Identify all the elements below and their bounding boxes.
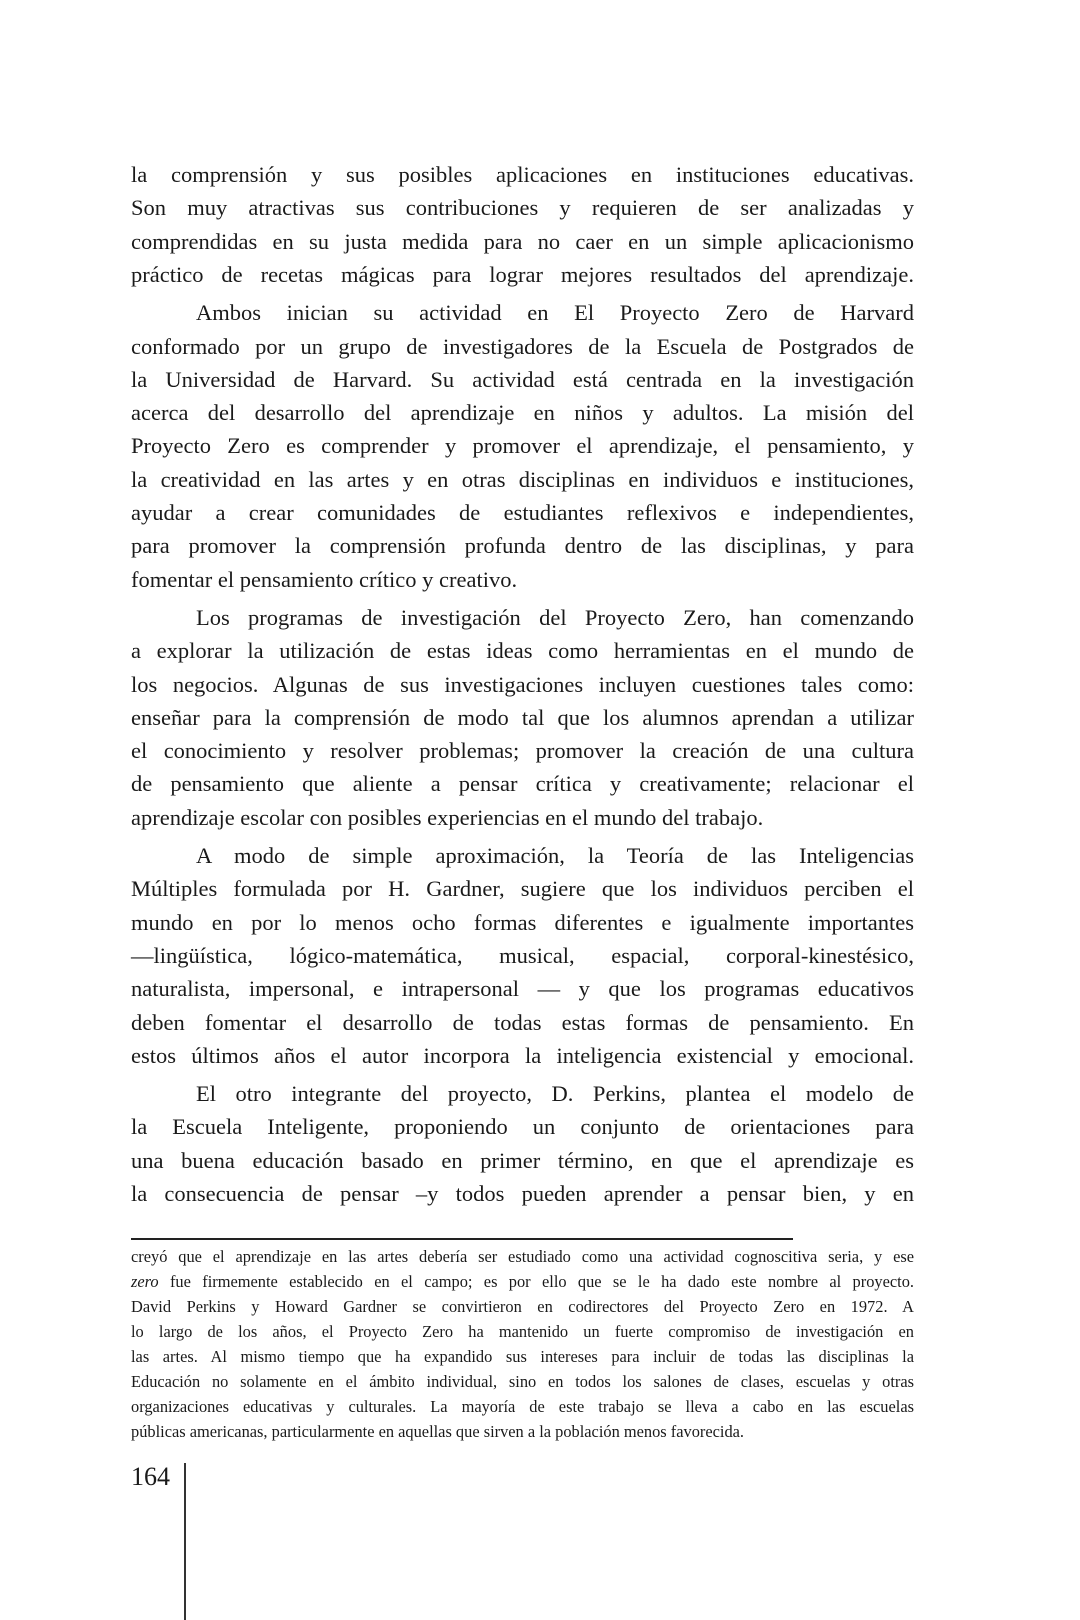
paragraph-line: Ambos inician su actividad en El Proyecto Zero de Harvard	[196, 300, 914, 326]
margin-rule	[184, 1463, 186, 1620]
paragraph-line: Los programas de investigación del Proyecto Zero, han comenzando	[196, 604, 914, 630]
paragraph-line: estos últimos años el autor incorpora la inteligencia existencial y emocional.	[131, 1042, 914, 1068]
footnote-line: lo largo de los años, el Proyecto Zero ha mantenido un fuerte compromiso de investigación en	[131, 1322, 914, 1341]
paragraph-line: El otro integrante del proyecto, D. Perkins, plantea el modelo de	[196, 1081, 914, 1107]
paragraph-line: aprendizaje escolar con posibles experiencias en el mundo del trabajo.	[131, 804, 764, 830]
paragraph-line: —lingüística, lógico-matemática, musical, espacial, corporal-kinestésico,	[131, 942, 914, 968]
footnote-line: David Perkins y Howard Gardner se convirtieron en codirectores del Proyecto Zero en 1972. A	[131, 1297, 914, 1316]
paragraph-line: fomentar el pensamiento crítico y creativo.	[131, 566, 518, 592]
paragraph-line: a explorar la utilización de estas ideas como herramientas en el mundo de	[131, 638, 914, 664]
paragraph-line: el conocimiento y resolver problemas; promover la creación de una cultura	[131, 738, 914, 764]
paragraph-line: Proyecto Zero es comprender y promover el aprendizaje, el pensamiento, y	[131, 433, 914, 459]
paragraph-line: la Escuela Inteligente, proponiendo un conjunto de orientaciones para	[131, 1114, 914, 1140]
paragraph-line: enseñar para la comprensión de modo tal que los alumnos aprendan a utilizar	[131, 704, 914, 730]
paragraph-line: la consecuencia de pensar –y todos pueden aprender a pensar bien, y en	[131, 1181, 914, 1206]
footnote-line: las artes. Al mismo tiempo que ha expandido sus intereses para incluir de todas las disciplinas la	[131, 1347, 914, 1366]
footnote-separator	[131, 1238, 793, 1240]
paragraph-line: Son muy atractivas sus contribuciones y requieren de ser analizadas y	[131, 195, 914, 221]
paragraph-line: práctico de recetas mágicas para lograr mejores resultados del aprendizaje.	[131, 261, 914, 287]
paragraph-line: naturalista, impersonal, e intrapersonal — y que los programas educativos	[131, 976, 914, 1002]
footnote-line: organizaciones educativas y culturales. La mayoría de este trabajo se lleva a cabo en las escuelas	[131, 1397, 914, 1416]
paragraph-line: la Universidad de Harvard. Su actividad está centrada en la investigación	[131, 366, 914, 392]
paragraph-line: A modo de simple aproximación, la Teoría de las Inteligencias	[196, 843, 914, 868]
footnote-italic-word: zero	[131, 1272, 159, 1291]
paragraph-line: deben fomentar el desarrollo de todas estas formas de pensamiento. En	[131, 1009, 914, 1035]
paragraph-line: comprendidas en su justa medida para no caer en un simple aplicacionismo	[131, 228, 914, 254]
paragraph-line: los negocios. Algunas de sus investigaciones incluyen cuestiones tales como:	[131, 671, 914, 697]
footnote-line: Educación no solamente en el ámbito individual, sino en todos los salones de clases, escuelas y otras	[131, 1372, 914, 1391]
paragraph-line: acerca del desarrollo del aprendizaje en niños y adultos. La misión del	[131, 400, 914, 426]
paragraph-line: la creatividad en las artes y en otras disciplinas en individuos e instituciones,	[131, 466, 914, 492]
paragraph-line: la comprensión y sus posibles aplicaciones en instituciones educativas.	[131, 162, 914, 187]
paragraph-line: Múltiples formulada por H. Gardner, sugiere que los individuos perciben el	[131, 876, 914, 902]
paragraph-line: para promover la comprensión profunda dentro de las disciplinas, y para	[131, 533, 914, 559]
paragraph-line: una buena educación basado en primer término, en que el aprendizaje es	[131, 1147, 914, 1173]
paragraph-line: de pensamiento que aliente a pensar crítica y creativamente; relacionar el	[131, 771, 914, 797]
paragraph-line: mundo en por lo menos ocho formas diferentes e igualmente importantes	[131, 909, 914, 935]
footnote-line: creyó que el aprendizaje en las artes debería ser estudiado como una actividad cognoscitiva seria, y ese	[131, 1247, 914, 1266]
footnote-line: públicas americanas, particularmente en aquellas que sirven a la población menos favorecida.	[131, 1422, 745, 1441]
footnote-text: fue firmemente establecido en el campo; es por ello que se le ha dado este nombre al proyecto.	[158, 1272, 914, 1291]
paragraph-line: ayudar a crear comunidades de estudiantes reflexivos e independientes,	[131, 500, 914, 525]
paragraph-line: conformado por un grupo de investigadores de la Escuela de Postgrados de	[131, 333, 914, 359]
footnote-line	[131, 1272, 914, 1292]
page-number: 164	[131, 1462, 170, 1491]
